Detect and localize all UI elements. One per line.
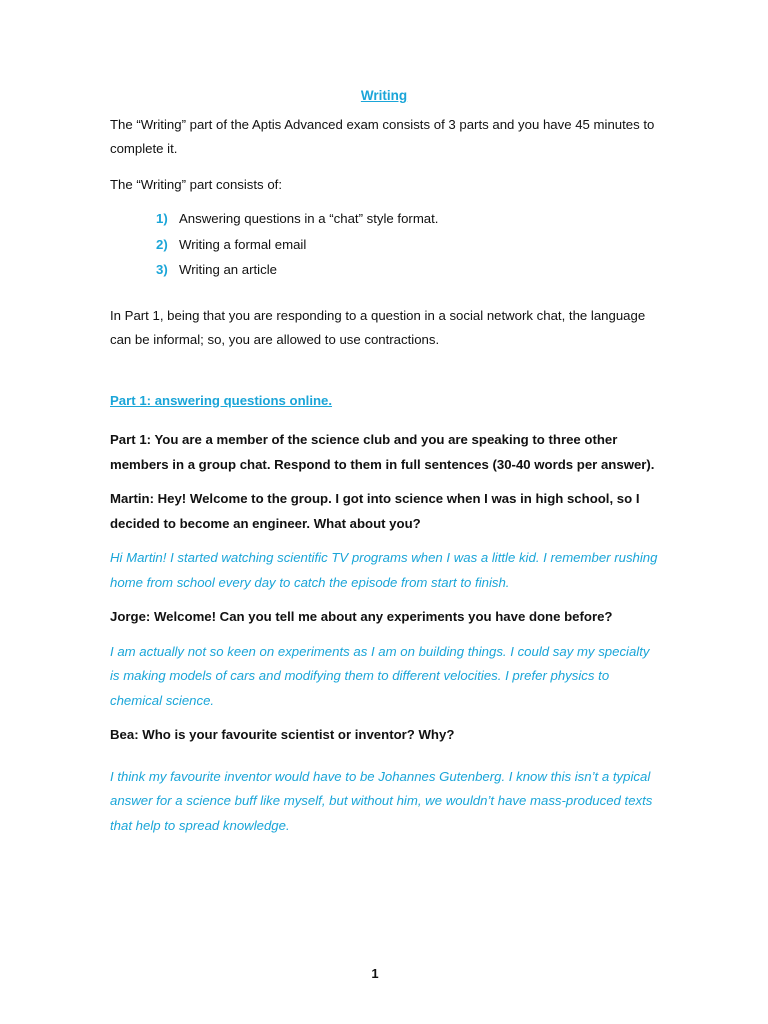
part1-note-paragraph: In Part 1, being that you are responding to a question in a social network chat, the language can be informal; so, you are allowed to use contractions. — [110, 307, 646, 347]
intro-paragraph: The “Writing” part of the Aptis Advanced exam consists of 3 parts and you have 45 minutes to complete it. — [110, 116, 655, 156]
page-title: Writing — [360, 88, 408, 103]
list-text: Answering questions in a “chat” style format. — [179, 211, 439, 226]
list-text: Writing an article — [179, 262, 277, 277]
question-bea: Bea: Who is your favourite scientist or inventor? Why? — [110, 727, 455, 742]
answer-martin: Hi Martin! I started watching scientific TV programs when I was a little kid. I remember rushing home from school every day to catch the episode from start to finish. — [110, 550, 658, 590]
question-martin: Martin: Hey! Welcome to the group. I got into science when I was in high school, so I decided to become an engineer. What about you? — [110, 491, 640, 531]
task-paragraph: Part 1: You are a member of the science club and you are speaking to three other members in a group chat. Respond to them in full sentences (30-40 words per answer). — [110, 432, 655, 472]
consists-of-paragraph: The “Writing” part consists of: — [110, 176, 282, 192]
list-item — [110, 258, 658, 283]
section-heading: Part 1: answering questions online. — [110, 392, 333, 408]
list-number: 2) — [156, 236, 168, 252]
question-jorge: Jorge: Welcome! Can you tell me about any experiments you have done before? — [110, 609, 613, 624]
parts-list — [110, 207, 658, 283]
page-number: 1 — [371, 966, 379, 981]
list-text: Writing a formal email — [179, 236, 307, 252]
list-number: 3) — [156, 262, 168, 277]
list-number: 1) — [156, 211, 168, 226]
page-content — [110, 84, 658, 838]
answer-jorge: I am actually not so keen on experiments as I am on building things. I could say my specialty is making models of cars and modifying them to different velocities. I prefer physics to chemical science. — [110, 643, 650, 708]
list-item — [110, 233, 658, 258]
answer-bea: I think my favourite inventor would have to be Johannes Gutenberg. I know this isn’t a typical answer for a science buff like myself, but without him, we wouldn’t have mass-produced texts that help to spread knowledge. — [110, 768, 653, 833]
list-item — [110, 207, 658, 232]
